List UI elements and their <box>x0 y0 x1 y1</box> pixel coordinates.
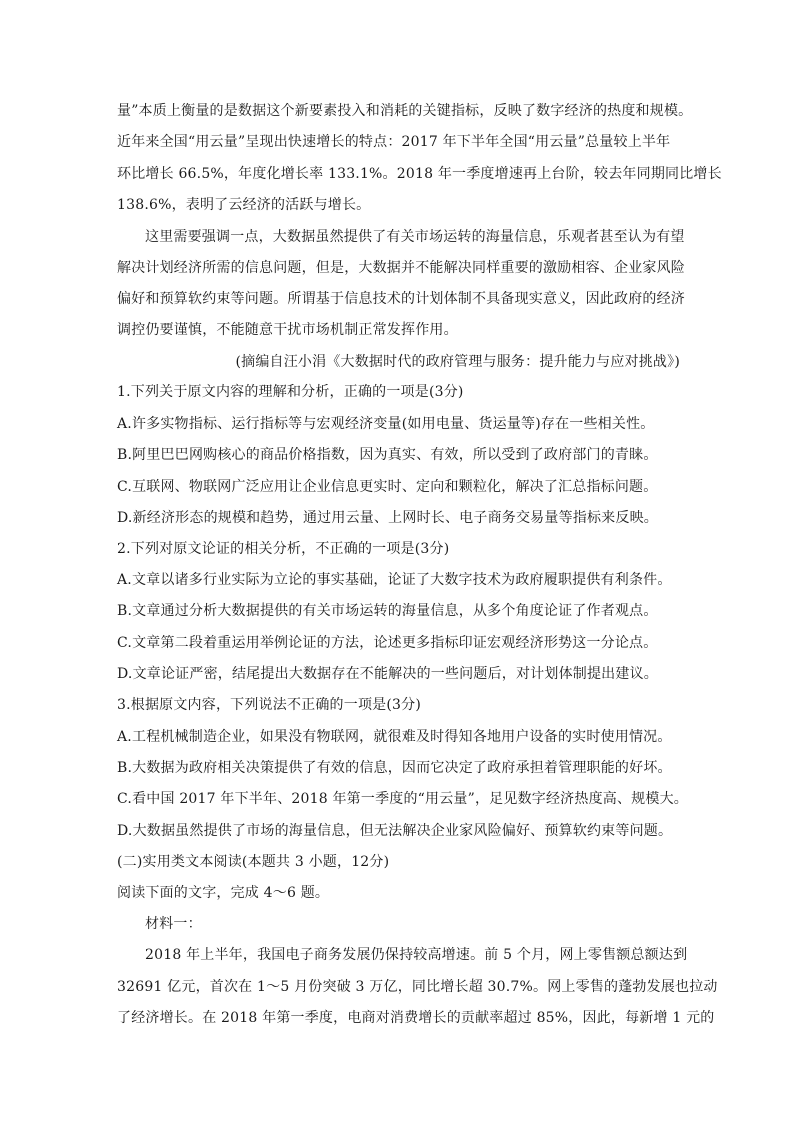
question-2-option-b: B.文章通过分析大数据提供的有关市场运转的海量信息，从多个角度论证了作者观点。 <box>117 603 658 619</box>
question-1-option-a: A.许多实物指标、运行指标等与宏观经济变量(如用电量、货运量等)存在一些相关性。 <box>117 416 655 432</box>
material-line: 了经济增长。在 2018 年第一季度，电商对消费增长的贡献率超过 85%，因此，每新增 1 元的 <box>117 1010 715 1026</box>
question-3-option-b: B.大数据为政府相关决策提供了有效的信息，因而它决定了政府承担着管理职能的好坏。 <box>117 760 672 776</box>
question-3-option-a: A.工程机械制造企业，如果没有物联网，就很难及时得知各地用户设备的实时使用情况。 <box>117 729 672 745</box>
question-1-option-b: B.阿里巴巴网购核心的商品价格指数，因为真实、有效，所以受到了政府部门的青睐。 <box>117 447 658 463</box>
passage-line: 138.6%，表明了云经济的活跃与增长。 <box>117 197 371 213</box>
question-2-option-a: A.文章以诸多行业实际为立论的事实基础，论证了大数字技术为政府履职提供有利条件。 <box>117 572 672 588</box>
question-2-stem: 2.下列对原文论证的相关分析，不正确的一项是(3分) <box>117 541 450 557</box>
passage-line: 偏好和预算软约束等问题。所谓基于信息技术的计划体制不具备现实意义，因此政府的经济 <box>117 291 685 307</box>
question-3-option-c: C.看中国 2017 年下半年、2018 年第一季度的“用云量”，足见数字经济热度高、规模大。 <box>117 791 688 807</box>
section-instruction: 阅读下面的文字，完成 4～6 题。 <box>117 885 330 901</box>
material-line: 2018 年上半年，我国电子商务发展仍保持较高增速。前 5 个月，网上零售额总额达到 <box>145 947 688 963</box>
passage-line: 近年来全国“用云量”呈现出快速增长的特点：2017 年下半年全国“用云量”总量较上半年 <box>117 134 671 150</box>
passage-line: 环比增长 66.5%，年度化增长率 133.1%。2018 年一季度增速再上台阶，较去年同期同比增长 <box>117 166 722 182</box>
material-label: 材料一： <box>145 916 202 932</box>
passage-line: 调控仍要谨慎，不能随意干扰市场机制正常发挥作用。 <box>117 322 458 338</box>
question-3-stem: 3.根据原文内容，下列说法不正确的一项是(3分) <box>117 697 421 713</box>
question-1-option-d: D.新经济形态的规模和趋势，通过用云量、上网时长、电子商务交易量等指标来反映。 <box>117 510 658 526</box>
section-heading: (二)实用类文本阅读(本题共 3 小题，12分) <box>117 854 390 870</box>
passage-line: 解决计划经济所需的信息问题，但是，大数据并不能解决同样重要的激励相容、企业家风险 <box>117 260 685 276</box>
material-line: 32691 亿元，首次在 1～5 月份突破 3 万亿，同比增长超 30.7%。网上零售的蓬勃发展也拉动 <box>117 979 718 995</box>
question-2-option-c: C.文章第二段着重运用举例论证的方法，论述更多指标印证宏观经济形势这一分论点。 <box>117 635 658 651</box>
passage-line: 量”本质上衡量的是数据这个新要素投入和消耗的关键指标，反映了数字经济的热度和规模。 <box>117 103 693 119</box>
question-1-option-c: C.互联网、物联网广泛应用让企业信息更实时、定向和颗粒化，解决了汇总指标问题。 <box>117 479 658 495</box>
question-3-option-d: D.大数据虽然提供了市场的海量信息，但无法解决企业家风险偏好、预算软约束等问题。 <box>117 823 673 839</box>
question-2-option-d: D.文章论证严密，结尾提出大数据存在不能解决的一些问题后，对计划体制提出建议。 <box>117 666 658 682</box>
question-1-stem: 1.下列关于原文内容的理解和分析，正确的一项是(3分) <box>117 384 464 400</box>
passage-line: 这里需要强调一点，大数据虽然提供了有关市场运转的海量信息，乐观者甚至认为有望 <box>145 229 685 245</box>
source-citation: (摘编自汪小涓《大数据时代的政府管理与服务：提升能力与应对挑战》) <box>235 354 680 370</box>
